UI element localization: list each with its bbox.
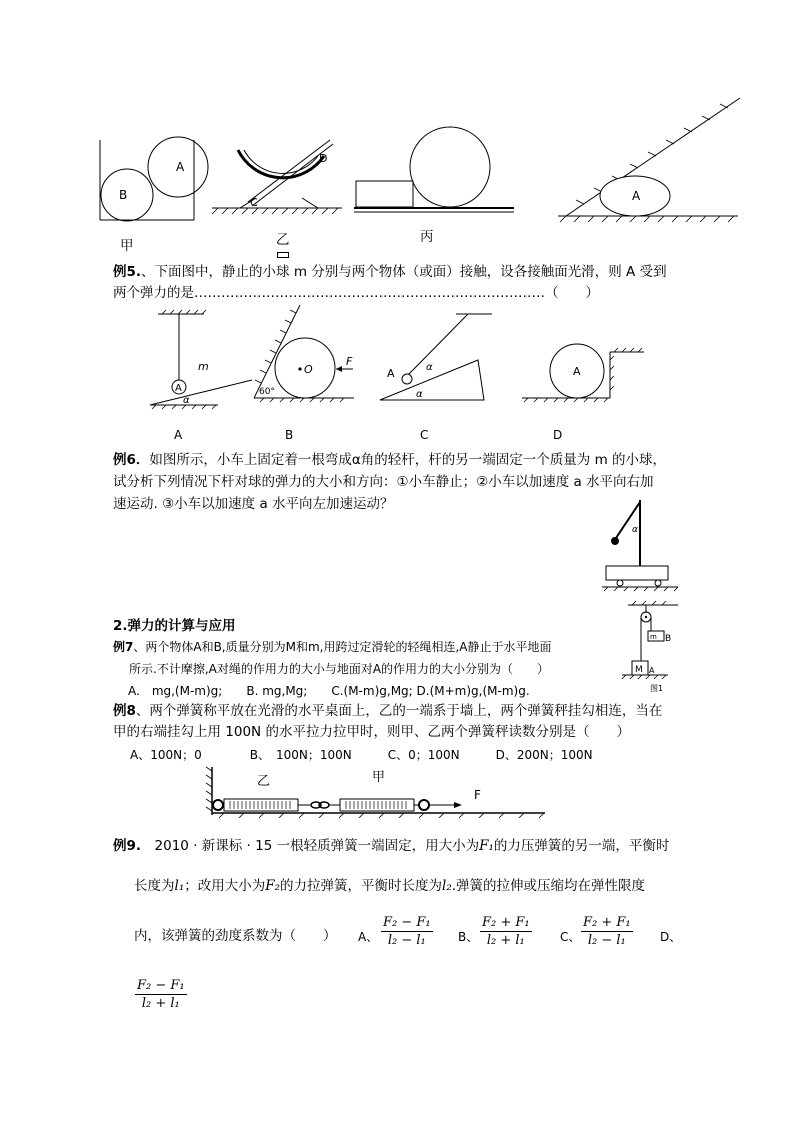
alpha-label-1: α	[426, 362, 433, 373]
caption-yi: 乙	[276, 232, 290, 248]
ex6-line-3: 速运动. ③小车以加速度 a 水平向左加速运动？	[113, 496, 394, 512]
ex9-opt-a-label: A、	[358, 930, 379, 944]
ex9-line-1a: 2010 · 新课标 · 15 一根轻质弹簧一端固定，用大小为	[141, 838, 480, 854]
caption-jia: 甲	[120, 238, 134, 254]
sym-l2: l₂	[442, 878, 452, 894]
ex5-caption-c: C	[420, 428, 429, 442]
ex9-opt-c-fraction	[581, 915, 633, 948]
ball-label: A	[387, 367, 395, 380]
ex7-pulley-figure	[622, 603, 682, 693]
mass-m-label: m	[650, 633, 657, 641]
denominator: l₂ − l₁	[387, 933, 426, 948]
ex9-line-2b: ；改用大小为	[184, 878, 266, 894]
label-jia: 甲	[372, 770, 386, 785]
ex5-caption-d: D	[553, 428, 563, 442]
ex8-label: 例8	[113, 703, 136, 719]
denominator: l₂ + l₁	[141, 996, 180, 1011]
label-c: C	[250, 196, 258, 209]
ex8-options: A、100N；0 B、 100N；100N C、0；100N D、200N；100N	[130, 748, 593, 762]
label-b: B	[665, 634, 672, 644]
ex9-line-2c: 的力拉弹簧，平衡时长度为	[280, 878, 443, 894]
ex8-line-2: 甲的右端挂勾上用 100N 的水平拉力拉甲时，则甲、乙两个弹簧秤读数分别是（ ）	[113, 724, 630, 740]
sym-f2: F₂	[265, 878, 281, 894]
sym-f1: F₁	[479, 838, 494, 854]
label-yi: 乙	[257, 774, 271, 789]
angle-label: 60°	[259, 387, 275, 397]
ex9-opt-c-label: C、	[560, 930, 581, 944]
ex9-label: 例9.	[113, 838, 142, 854]
ex9-opt-d-fraction	[135, 978, 187, 1011]
ex9-line-2	[134, 876, 645, 896]
ex9-opt-b-label: B、	[458, 930, 479, 944]
ex6-line-1: 如图所示，小车上固定着一根弯成α角的轻杆，杆的另一端固定一个质量为 m 的小球，	[149, 452, 667, 468]
numerator: F₂ − F₁	[137, 978, 185, 993]
ex7-line-2: 所示.不计摩擦,A对绳的作用力的大小与地面对A的作用力的大小分别为（ ）	[129, 662, 550, 676]
denominator: l₂ + l₁	[486, 933, 525, 948]
numerator: F₂ − F₁	[383, 915, 431, 930]
ex9-line-2d: .弹簧的拉伸或压缩均在弹性限度	[451, 878, 646, 894]
ex6-cart-figure	[602, 498, 682, 598]
ex7-line-1: 、两个物体A和B,质量分别为M和m,用跨过定滑轮的轻绳相连,A静止于水平地面	[133, 640, 552, 654]
ex5-label: 例5.	[113, 264, 142, 280]
ball-label: A	[175, 383, 182, 394]
numerator: F₂ + F₁	[482, 915, 530, 930]
sym-l1: l₁	[174, 878, 185, 894]
ex9-line-3: 内，该弹簧的劲度系数为（ ）	[134, 928, 337, 944]
alpha-label: α	[632, 525, 638, 535]
ex7-label: 例7	[113, 640, 134, 654]
ex5-text-2: 两个弹力的是……………………………………………………………………（ ）	[113, 285, 599, 301]
ex5-figure-d	[520, 338, 650, 408]
denominator: l₂ − l₁	[587, 933, 626, 948]
ex8-line-1: 、两个弹簧称平放在光滑的水平桌面上，乙的一端系于墙上，两个弹簧秤挂勾相连，当在	[135, 703, 663, 719]
ex9-opt-d-label: D、	[660, 930, 682, 944]
mass-M-label: M	[635, 665, 643, 675]
caption-bing: 丙	[420, 229, 434, 245]
label-d: D	[319, 152, 328, 165]
ex5-caption-a: A	[174, 428, 183, 442]
ex9-opt-a-fraction	[381, 915, 433, 948]
ex9-opt-b-fraction	[480, 915, 532, 948]
label-f: F	[474, 788, 481, 802]
ex9-line-1b: 的力压弹簧的另一端，平衡时	[493, 838, 670, 854]
label-a: A	[176, 160, 185, 174]
mass-label: m	[198, 360, 209, 373]
ball-label: A	[573, 365, 581, 378]
ex7-options: A. mg,(M-m)g; B. mg,Mg; C.(M-m)g,Mg; D.(M+m)g,(M-m)g.	[128, 684, 530, 698]
label-a: A	[632, 189, 641, 203]
alpha-label-2: α	[416, 389, 423, 400]
small-box-icon	[277, 252, 289, 258]
ex5-figure-b	[250, 305, 360, 405]
ex9-line-2a: 长度为	[134, 878, 175, 894]
fig-caption: 图1	[650, 684, 664, 693]
figure-yi	[212, 140, 342, 230]
figure-ding	[556, 96, 756, 236]
figure-bing	[354, 124, 514, 214]
numerator: F₂ + F₁	[583, 915, 631, 930]
ex6-line-2: 试分析下列情况下杆对球的弹力的大小和方向：①小车静止；②小车以加速度 a 水平向右加	[113, 474, 654, 490]
center-label: O	[304, 363, 313, 376]
alpha-label: α	[183, 395, 190, 406]
ex8-spring-scale-figure	[200, 765, 550, 820]
label-b: B	[119, 188, 128, 202]
ex6-label: 例6．	[113, 452, 150, 468]
figure-jia	[98, 138, 198, 228]
force-label: F	[346, 355, 353, 368]
label-a: A	[649, 666, 655, 675]
ex5-figure-c	[378, 310, 498, 410]
ex5-text-1: 、下面图中，静止的小球 m 分别与两个物体（或面）接触，设各接触面光滑，则 A 受到	[141, 264, 667, 280]
ex5-caption-b: B	[285, 428, 294, 442]
section-2-title: 2.弹力的计算与应用	[113, 618, 236, 634]
ex9-line-1	[113, 836, 669, 856]
ex5-figure-a	[148, 310, 258, 410]
